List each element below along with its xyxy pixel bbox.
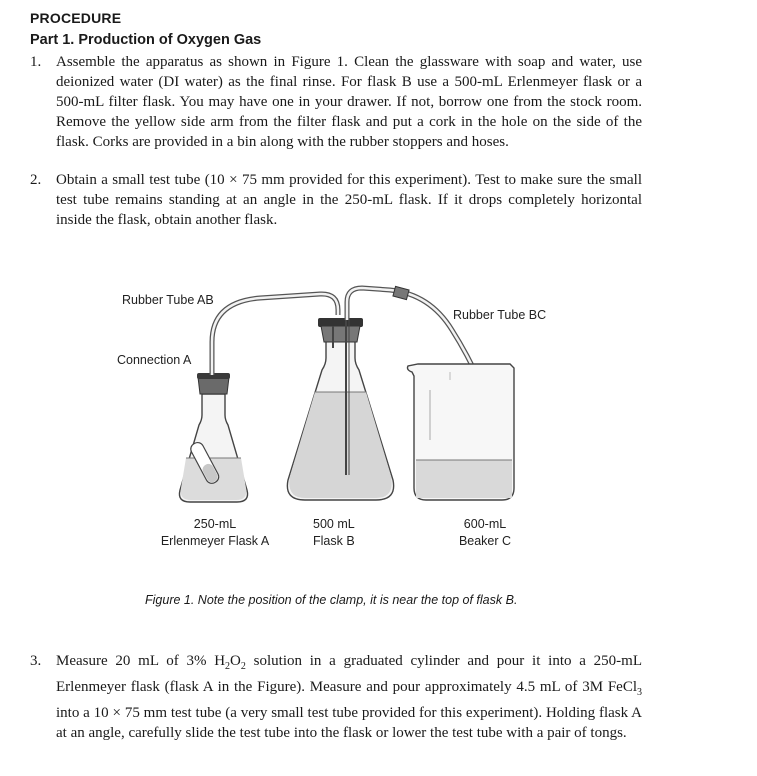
figure-caption: Figure 1. Note the position of the clamp, it is near the top of flask B. [145, 593, 518, 607]
label-connection-a: Connection A [117, 353, 192, 367]
beaker-c-name: Beaker C [458, 534, 512, 548]
flask-b-size: 500 mL [313, 517, 355, 531]
part-title: Part 1. Production of Oxygen Gas [30, 32, 262, 48]
step-2 [30, 170, 642, 230]
step-1 [30, 52, 642, 152]
label-flask-a [140, 516, 290, 550]
beaker-c-size: 600-mL [463, 517, 507, 531]
label-flask-b [313, 516, 355, 550]
step-text: Obtain a small test tube (10 × 75 mm provided for this experiment). Test to make sure the small test tube remains standing at an angle in the 250-mL flask. If it drops completely horizontal inside the flask, obtain another flask. [56, 172, 642, 228]
label-rubber-tube-bc: Rubber Tube BC [453, 308, 547, 322]
flask-a-size: 250-mL [193, 517, 237, 531]
flask-b-name: Flask B [313, 534, 355, 548]
step-text: Assemble the apparatus as shown in Figure 1. Clean the glassware with soap and water, use deionized water (DI water) as the final rinse. For flask B use a 500-mL Erlenmeyer flask or a 500-mL filter flask. You may have one in your drawer. If not, borrow one from the stock room. Remove the yellow side arm from the filter flask and put a cork in the hole on the side of the flask. Corks are provided in a bin along with the rubber stoppers and hoses. [56, 54, 642, 150]
flask-a [179, 373, 247, 502]
apparatus-figure [100, 280, 660, 570]
step-number: 1. [30, 54, 42, 70]
label-rubber-tube-ab: Rubber Tube AB [122, 293, 214, 307]
step-number: 3. [30, 653, 42, 669]
step-text: Measure 20 mL of 3% $H_2O_2$ solution in a graduated cylinder and pour it into a 250-mL Erlenmeyer flask (flask A in the Figure). Measure and pour approximately 4.5 mL of 3M FeCl$_3$ into a 10 × 75 mm test tube (a very small test tube provided for this experiment). Holding flask A at an angle, carefully slide the test tube into the flask or lower the test tube with a pair of tongs. [56, 653, 642, 741]
step-number: 2. [30, 172, 42, 188]
procedure-heading: PROCEDURE [30, 10, 122, 26]
label-beaker-c [440, 516, 530, 550]
flask-b [287, 318, 393, 500]
beaker-c [408, 364, 515, 500]
step-3 [30, 651, 642, 743]
flask-a-name: Erlenmeyer Flask A [160, 534, 270, 548]
